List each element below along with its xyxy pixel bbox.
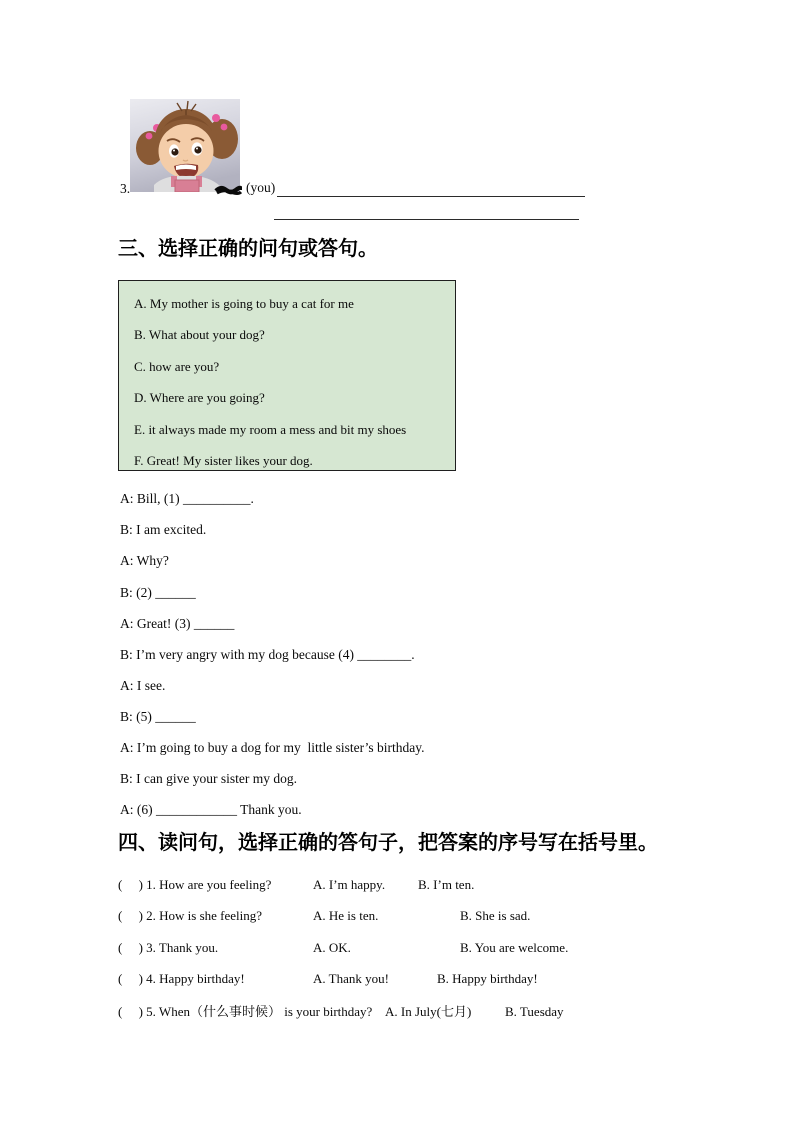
answer-option-b: B. Tuesday — [505, 1004, 564, 1019]
option-c: C. how are you? — [134, 359, 220, 374]
dialogue-line: B: (2) ______ — [120, 585, 196, 600]
answer-option-a: A. In July(七月) — [385, 1004, 472, 1019]
dialogue-line: A: I’m going to buy a dog for my little sister’s birthday. — [120, 740, 425, 755]
answer-option-a: A. OK. — [313, 940, 351, 955]
question-row-1 — [118, 877, 718, 894]
option-e: E. it always made my room a mess and bit my shoes — [134, 422, 407, 437]
dialogue-line: B: I’m very angry with my dog because (4) ________. — [120, 647, 415, 662]
dialogue-line: A: (6) ____________ Thank you. — [120, 802, 302, 817]
answer-option-b: B. Happy birthday! — [437, 971, 538, 986]
options-box — [118, 280, 456, 471]
answer-option-a: A. He is ten. — [313, 908, 379, 923]
answer-option-a: A. Thank you! — [313, 971, 389, 986]
question-row-5 — [118, 1004, 718, 1021]
question-text: ( ) 1. How are you feeling? — [118, 877, 272, 892]
dialogue-line: A: Why? — [120, 553, 169, 568]
option-f: F. Great! My sister likes your dog. — [134, 453, 313, 468]
dialogue-line: B: (5) ______ — [120, 709, 196, 724]
option-d: D. Where are you going? — [134, 390, 265, 405]
answer-option-b: B. You are welcome. — [460, 940, 569, 955]
answer-option-b: B. I’m ten. — [418, 877, 475, 892]
answer-blank-line-2 — [274, 205, 579, 220]
scribbled-word — [214, 183, 242, 194]
question-text: ( ) 4. Happy birthday! — [118, 971, 245, 986]
section-3-heading: 三、选择正确的问句或答句。 — [118, 238, 378, 260]
question-3-picture — [130, 99, 240, 192]
answer-option-a: A. I’m happy. — [313, 877, 386, 892]
scared-girl-image — [130, 99, 240, 192]
dialogue-line: A: Bill, (1) __________. — [120, 491, 254, 506]
dialogue-line: B: I can give your sister my dog. — [120, 771, 297, 786]
section-4-heading: 四、读问句，选择正确的答句子，把答案的序号写在括号里。 — [118, 832, 658, 854]
dialogue-line: A: Great! (3) ______ — [120, 616, 235, 631]
answer-blank-line-1 — [277, 182, 585, 197]
answer-option-b: B. She is sad. — [460, 908, 531, 923]
dialogue-line: A: I see. — [120, 678, 166, 693]
question-row-3 — [118, 940, 718, 957]
question-row-2 — [118, 908, 718, 925]
dialogue-line: B: I am excited. — [120, 522, 207, 537]
question-text: ( ) 2. How is she feeling? — [118, 908, 263, 923]
question-row-4 — [118, 971, 718, 988]
question-3-number: 3. — [120, 181, 131, 196]
question-3-hint: (you) — [246, 180, 276, 195]
option-b: B. What about your dog? — [134, 327, 265, 342]
question-text: ( ) 3. Thank you. — [118, 940, 219, 955]
option-a: A. My mother is going to buy a cat for me — [134, 296, 354, 311]
question-text: ( ) 5. When（什么事时候） is your birthday? — [118, 1004, 373, 1019]
